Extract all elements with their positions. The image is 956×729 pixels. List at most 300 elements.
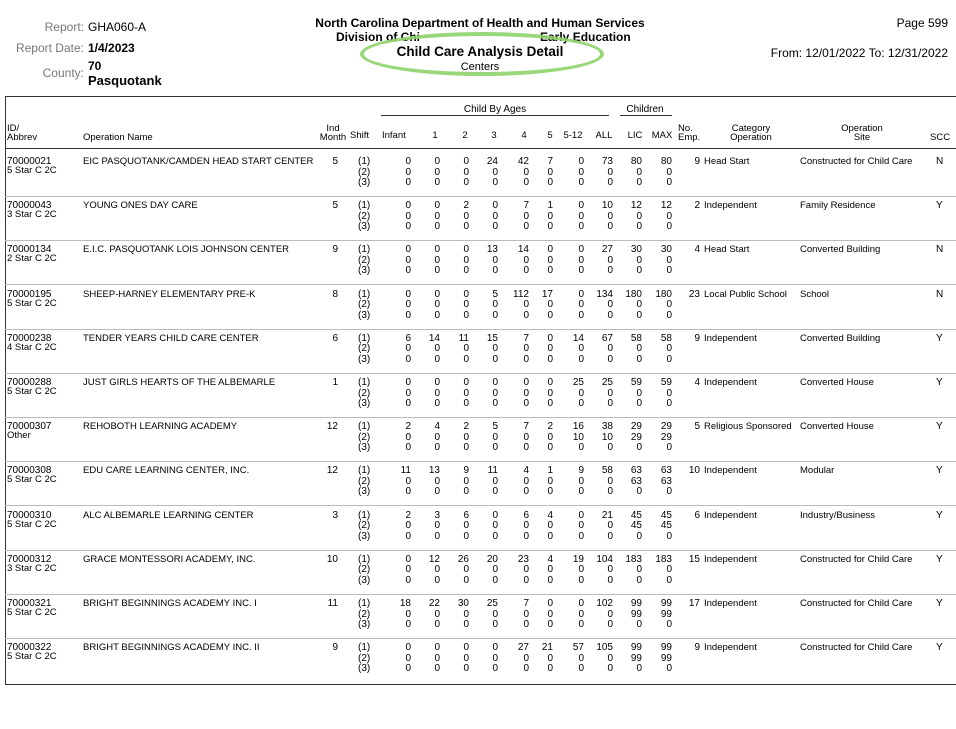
- count-a5: 0: [547, 377, 553, 388]
- count-a3: 0: [492, 475, 498, 487]
- employee-count: 23: [688, 288, 700, 300]
- count-a4: 0: [523, 309, 529, 321]
- count-a5: 0: [547, 598, 553, 609]
- count-a2: 0: [463, 387, 469, 399]
- shift-label: (1): [358, 642, 371, 654]
- scc-flag: N: [936, 244, 944, 256]
- count-infant: 0: [405, 486, 411, 498]
- count-a4: 0: [523, 663, 529, 675]
- count-a1: 0: [434, 265, 440, 277]
- operation-site: Constructed for Child Care: [800, 553, 913, 565]
- count-infant: 0: [405, 265, 411, 277]
- count-all: 27: [601, 244, 613, 256]
- count-lic: 29: [630, 431, 642, 443]
- count-a1: 0: [434, 156, 440, 167]
- shift-label: (1): [358, 465, 371, 477]
- operation-name: YOUNG ONES DAY CARE: [83, 200, 198, 212]
- count-a2: 0: [463, 343, 469, 355]
- count-a1: 0: [434, 309, 440, 321]
- count-lic: 0: [636, 564, 642, 576]
- shift-label: (2): [358, 608, 371, 620]
- category-operation: Independent: [704, 553, 757, 565]
- count-a1: 0: [434, 177, 440, 188]
- count-lic: 0: [636, 387, 642, 399]
- category-operation: Head Start: [704, 156, 750, 167]
- count-a2: 0: [463, 520, 469, 532]
- count-lic: 0: [636, 442, 642, 454]
- count-a2: 0: [463, 288, 469, 300]
- count-max: 0: [666, 166, 672, 178]
- count-a512: 0: [578, 221, 584, 233]
- count-a4: 0: [523, 530, 529, 542]
- category-operation: Head Start: [704, 244, 750, 256]
- count-a2: 0: [463, 177, 469, 188]
- count-infant: 0: [405, 564, 411, 576]
- count-a3: 5: [492, 288, 498, 300]
- count-lic: 0: [636, 221, 642, 233]
- count-a5: 4: [547, 509, 553, 521]
- count-a2: 2: [463, 200, 469, 212]
- count-a512: 9: [578, 465, 584, 477]
- operation-abbrev: 5 Star C 2C: [7, 518, 57, 530]
- scc-flag: Y: [936, 421, 943, 433]
- count-a1: 0: [434, 475, 440, 487]
- employee-count: 4: [694, 244, 700, 256]
- count-a5: 0: [547, 442, 553, 454]
- ind-month: 5: [332, 156, 338, 167]
- count-a1: 12: [428, 553, 440, 565]
- header-bottom-rule: [5, 148, 956, 149]
- count-max: 0: [666, 343, 672, 355]
- count-infant: 0: [405, 210, 411, 222]
- count-a3: 0: [492, 608, 498, 620]
- count-infant: 0: [405, 288, 411, 300]
- row-separator: [5, 594, 956, 595]
- count-a3: 24: [486, 156, 498, 167]
- count-a1: 0: [434, 221, 440, 233]
- scc-flag: Y: [936, 642, 943, 654]
- count-all: 0: [607, 663, 613, 675]
- count-lic: 0: [636, 530, 642, 542]
- count-all: 0: [607, 177, 613, 188]
- operation-abbrev: 4 Star C 2C: [7, 341, 57, 353]
- count-a1: 0: [434, 299, 440, 311]
- count-all: 0: [607, 254, 613, 266]
- count-a2: 0: [463, 210, 469, 222]
- operation-abbrev: 5 Star C 2C: [7, 607, 57, 618]
- count-a4: 0: [523, 254, 529, 266]
- count-a2: 0: [463, 663, 469, 675]
- date-range: From: 12/01/2022 To: 12/31/2022: [770, 46, 948, 60]
- count-a1: 0: [434, 166, 440, 178]
- count-infant: 0: [405, 177, 411, 188]
- count-max: 99: [660, 598, 672, 609]
- count-a1: 0: [434, 608, 440, 620]
- operation-site: Modular: [800, 465, 835, 477]
- count-all: 0: [607, 608, 613, 620]
- count-lic: 180: [625, 288, 642, 300]
- count-max: 58: [660, 332, 672, 344]
- count-all: 0: [607, 387, 613, 399]
- count-all: 0: [607, 353, 613, 365]
- shift-label: (3): [358, 442, 371, 454]
- count-a512: 0: [578, 156, 584, 167]
- shift-label: (1): [358, 598, 371, 609]
- count-a1: 14: [428, 332, 440, 344]
- shift-label: (2): [358, 431, 371, 443]
- count-a512: 0: [578, 619, 584, 630]
- count-a5: 0: [547, 530, 553, 542]
- count-lic: 99: [630, 598, 642, 609]
- count-max: 45: [660, 520, 672, 532]
- shift-label: (2): [358, 254, 371, 266]
- count-a3: 13: [486, 244, 498, 256]
- count-a5: 2: [547, 421, 553, 433]
- shift-label: (3): [358, 309, 371, 321]
- count-a1: 0: [434, 619, 440, 630]
- count-max: 80: [660, 156, 672, 167]
- count-a3: 0: [492, 652, 498, 664]
- count-lic: 58: [630, 332, 642, 344]
- count-a5: 0: [547, 652, 553, 664]
- count-a1: 0: [434, 442, 440, 454]
- count-max: 0: [666, 387, 672, 399]
- count-a1: 0: [434, 200, 440, 212]
- count-a5: 0: [547, 398, 553, 409]
- count-a5: 1: [547, 465, 553, 477]
- count-all: 0: [607, 210, 613, 222]
- count-a2: 30: [457, 598, 469, 609]
- county-name: Pasquotank: [88, 73, 162, 88]
- count-a4: 0: [523, 574, 529, 586]
- operation-id: 70000288: [7, 377, 52, 388]
- count-all: 0: [607, 486, 613, 498]
- count-max: 29: [660, 421, 672, 433]
- shift-label: (3): [358, 221, 371, 233]
- operation-site: Converted Building: [800, 332, 881, 344]
- count-a2: 0: [463, 166, 469, 178]
- count-a2: 0: [463, 431, 469, 443]
- operation-site: Converted House: [800, 377, 874, 388]
- count-a5: 0: [547, 520, 553, 532]
- col-operation-site: Operation: [841, 123, 883, 134]
- operation-id: 70000308: [7, 465, 52, 477]
- operation-abbrev: 3 Star C 2C: [7, 562, 57, 574]
- col-age-3: 3: [491, 130, 497, 141]
- col-all: ALL: [595, 130, 613, 141]
- count-lic: 30: [630, 244, 642, 256]
- shift-label: (1): [358, 553, 371, 565]
- operation-abbrev: 2 Star C 2C: [7, 253, 57, 265]
- col-max: MAX: [651, 130, 673, 141]
- count-a512: 0: [578, 652, 584, 664]
- col-lic: LIC: [627, 130, 643, 141]
- count-a4: 7: [523, 332, 529, 344]
- count-a1: 0: [434, 343, 440, 355]
- count-lic: 0: [636, 619, 642, 630]
- operation-name: TENDER YEARS CHILD CARE CENTER: [83, 332, 259, 344]
- col-month: Month: [319, 132, 347, 143]
- count-max: 63: [660, 465, 672, 477]
- count-all: 104: [596, 553, 613, 565]
- count-a2: 0: [463, 221, 469, 233]
- count-a512: 0: [578, 520, 584, 532]
- count-a4: 0: [523, 299, 529, 311]
- count-a3: 0: [492, 265, 498, 277]
- count-a3: 0: [492, 619, 498, 630]
- scc-flag: N: [936, 288, 944, 300]
- count-a4: 0: [523, 177, 529, 188]
- count-a4: 0: [523, 353, 529, 365]
- count-a4: 23: [517, 553, 529, 565]
- count-max: 59: [660, 377, 672, 388]
- count-a512: 0: [578, 509, 584, 521]
- count-a3: 0: [492, 398, 498, 409]
- scc-flag: Y: [936, 509, 943, 521]
- row-separator: [5, 284, 956, 285]
- count-max: 99: [660, 608, 672, 620]
- count-a3: 11: [487, 465, 498, 477]
- count-infant: 0: [405, 244, 411, 256]
- count-lic: 0: [636, 574, 642, 586]
- count-a512: 0: [578, 608, 584, 620]
- operation-name: EDU CARE LEARNING CENTER, INC.: [83, 465, 250, 477]
- report-subtitle: Centers: [460, 61, 500, 73]
- col-id: ID/: [7, 123, 20, 134]
- operation-id: 70000021: [7, 156, 52, 167]
- count-a5: 0: [547, 299, 553, 311]
- ind-month: 3: [332, 509, 338, 521]
- count-a5: 0: [547, 475, 553, 487]
- ind-month: 9: [332, 244, 338, 256]
- operation-name: BRIGHT BEGINNINGS ACADEMY INC. II: [83, 642, 260, 654]
- count-max: 99: [660, 642, 672, 654]
- count-infant: 0: [405, 343, 411, 355]
- count-all: 0: [607, 343, 613, 355]
- count-a3: 0: [492, 486, 498, 498]
- operation-abbrev: 5 Star C 2C: [7, 474, 57, 486]
- count-a5: 0: [547, 177, 553, 188]
- col-site: Site: [853, 132, 871, 143]
- count-a512: 0: [578, 387, 584, 399]
- shift-label: (2): [358, 299, 371, 311]
- operation-id: 70000321: [7, 598, 52, 609]
- count-lic: 0: [636, 254, 642, 266]
- ind-month: 11: [327, 598, 338, 609]
- count-a4: 0: [523, 608, 529, 620]
- ind-month: 10: [326, 553, 338, 565]
- shift-label: (1): [358, 156, 371, 167]
- count-a3: 0: [492, 309, 498, 321]
- group-child-by-ages: Child By Ages: [463, 104, 527, 115]
- shift-label: (3): [358, 398, 371, 409]
- count-a1: 0: [434, 387, 440, 399]
- employee-count: 2: [694, 200, 700, 212]
- count-lic: 63: [630, 475, 642, 487]
- county-code: 70: [88, 59, 102, 73]
- count-a2: 0: [463, 398, 469, 409]
- count-a3: 0: [492, 530, 498, 542]
- count-infant: 0: [405, 442, 411, 454]
- count-a4: 0: [523, 265, 529, 277]
- count-infant: 0: [405, 221, 411, 233]
- shift-label: (2): [358, 210, 371, 222]
- ind-month: 5: [332, 200, 338, 212]
- count-all: 58: [601, 465, 613, 477]
- employee-count: 6: [694, 509, 700, 521]
- shift-label: (3): [358, 353, 371, 365]
- shift-label: (3): [358, 486, 371, 498]
- operation-site: Constructed for Child Care: [800, 156, 913, 167]
- operation-site: Converted House: [800, 421, 874, 433]
- shift-label: (3): [358, 265, 371, 277]
- count-a512: 0: [578, 343, 584, 355]
- count-infant: 18: [399, 598, 411, 609]
- category-operation: Independent: [704, 465, 757, 477]
- shift-label: (2): [358, 387, 371, 399]
- count-max: 0: [666, 398, 672, 409]
- operation-site: Constructed for Child Care: [800, 642, 913, 654]
- count-infant: 0: [405, 553, 411, 565]
- count-a5: 21: [541, 642, 553, 654]
- table-top-rule: [5, 96, 956, 97]
- county-label: County:: [42, 66, 84, 80]
- count-max: 0: [666, 299, 672, 311]
- count-a512: 0: [578, 353, 584, 365]
- count-a1: 0: [434, 288, 440, 300]
- count-a4: 42: [517, 156, 529, 167]
- org-line-2-tail: Early Education: [540, 30, 631, 44]
- category-operation: Independent: [704, 200, 757, 212]
- count-infant: 0: [405, 530, 411, 542]
- count-max: 0: [666, 210, 672, 222]
- count-a4: 27: [517, 642, 529, 654]
- count-infant: 0: [405, 475, 411, 487]
- count-a2: 0: [463, 642, 469, 654]
- table-bottom-rule: [5, 684, 956, 685]
- count-infant: 0: [405, 398, 411, 409]
- category-operation: Independent: [704, 509, 757, 521]
- count-a3: 20: [486, 553, 498, 565]
- count-lic: 0: [636, 177, 642, 188]
- operation-id: 70000312: [7, 553, 52, 565]
- count-a4: 0: [523, 431, 529, 443]
- count-a3: 0: [492, 254, 498, 266]
- count-a3: 0: [492, 166, 498, 178]
- count-a4: 7: [523, 598, 529, 609]
- count-a512: 0: [578, 299, 584, 311]
- count-a4: 0: [523, 475, 529, 487]
- category-operation: Local Public School: [704, 288, 787, 300]
- count-all: 0: [607, 398, 613, 409]
- count-a512: 0: [578, 398, 584, 409]
- row-separator: [5, 373, 956, 374]
- count-lic: 99: [630, 608, 642, 620]
- count-a2: 6: [463, 509, 469, 521]
- shift-label: (1): [358, 509, 371, 521]
- count-a2: 11: [458, 332, 469, 344]
- shift-label: (2): [358, 475, 371, 487]
- count-infant: 6: [405, 332, 411, 344]
- scc-flag: Y: [936, 553, 943, 565]
- count-max: 0: [666, 309, 672, 321]
- category-operation: Independent: [704, 332, 757, 344]
- count-a2: 0: [463, 265, 469, 277]
- count-a3: 0: [492, 200, 498, 212]
- count-a5: 0: [547, 619, 553, 630]
- count-a5: 0: [547, 221, 553, 233]
- count-a5: 17: [541, 288, 553, 300]
- count-a512: 0: [578, 177, 584, 188]
- operation-site: School: [800, 288, 830, 300]
- count-all: 0: [607, 442, 613, 454]
- count-a512: 0: [578, 574, 584, 586]
- count-infant: 0: [405, 254, 411, 266]
- count-lic: 45: [630, 509, 642, 521]
- operation-id: 70000195: [7, 288, 52, 300]
- count-infant: 11: [400, 465, 411, 477]
- row-separator: [5, 550, 956, 551]
- count-a1: 0: [434, 431, 440, 443]
- shift-label: (2): [358, 564, 371, 576]
- count-lic: 63: [630, 465, 642, 477]
- count-max: 0: [666, 254, 672, 266]
- count-a1: 0: [434, 353, 440, 365]
- count-a2: 0: [463, 156, 469, 167]
- count-lic: 99: [630, 652, 642, 664]
- operation-id: 70000307: [7, 421, 52, 433]
- count-max: 30: [660, 244, 672, 256]
- count-lic: 0: [636, 486, 642, 498]
- row-separator: [5, 461, 956, 462]
- count-a3: 0: [492, 442, 498, 454]
- count-a1: 0: [434, 398, 440, 409]
- count-all: 0: [607, 530, 613, 542]
- count-a512: 0: [578, 200, 584, 212]
- count-infant: 0: [405, 642, 411, 654]
- count-a512: 14: [572, 332, 584, 344]
- count-a3: 0: [492, 387, 498, 399]
- count-a512: 0: [578, 288, 584, 300]
- operation-site: Converted Building: [800, 244, 881, 256]
- count-infant: 0: [405, 309, 411, 321]
- count-a4: 0: [523, 387, 529, 399]
- count-max: 180: [655, 288, 672, 300]
- shift-label: (1): [358, 200, 371, 212]
- count-a5: 4: [547, 553, 553, 565]
- scc-flag: Y: [936, 465, 943, 477]
- operation-id: 70000310: [7, 509, 52, 521]
- col-operation-name: Operation Name: [83, 132, 153, 143]
- count-a2: 0: [463, 254, 469, 266]
- count-all: 0: [607, 564, 613, 576]
- count-all: 10: [601, 200, 613, 212]
- group-children-rule: [620, 115, 672, 116]
- col-infant: Infant: [382, 130, 406, 141]
- count-all: 0: [607, 652, 613, 664]
- operation-name: BRIGHT BEGINNINGS ACADEMY INC. I: [83, 598, 257, 609]
- shift-label: (1): [358, 288, 371, 300]
- count-a512: 0: [578, 530, 584, 542]
- ind-month: 6: [332, 332, 338, 344]
- count-all: 67: [601, 332, 613, 344]
- count-a512: 10: [572, 431, 584, 443]
- count-all: 25: [601, 377, 613, 388]
- col-age-1: 1: [432, 130, 438, 141]
- count-a5: 0: [547, 254, 553, 266]
- count-a5: 0: [547, 244, 553, 256]
- count-a512: 25: [572, 377, 584, 388]
